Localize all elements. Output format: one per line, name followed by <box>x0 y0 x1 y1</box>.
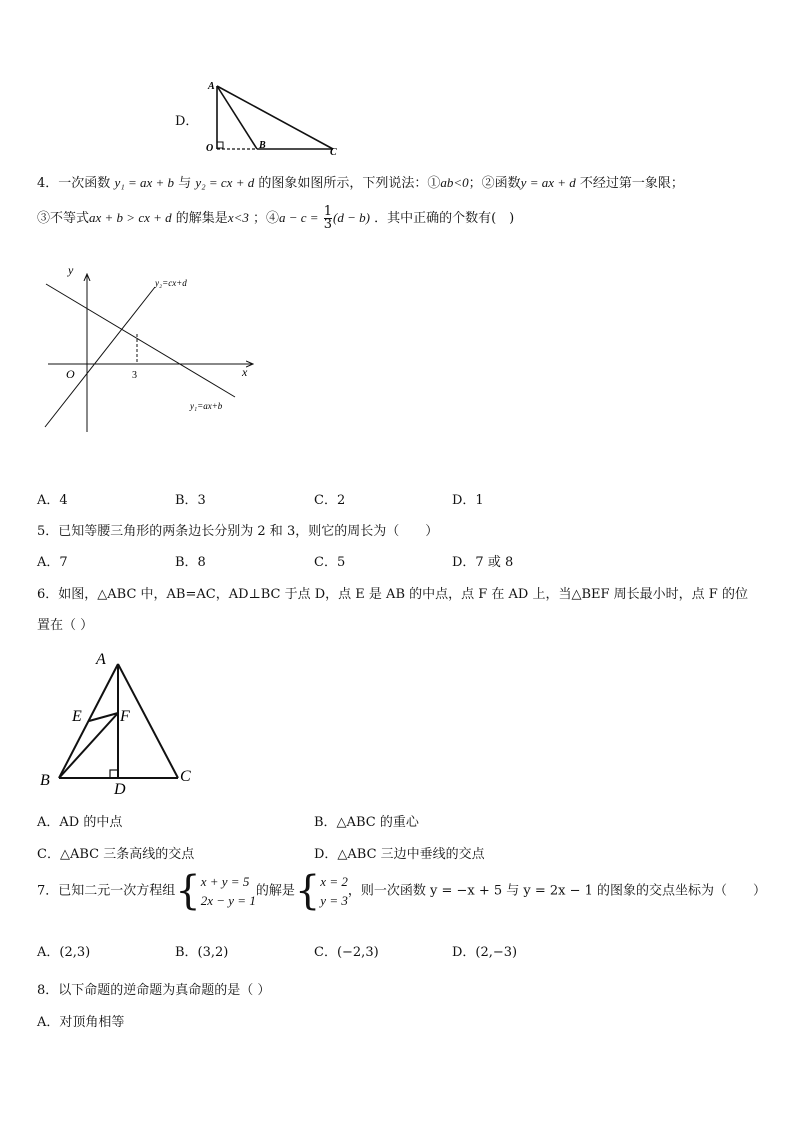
q4-statement3: ax + b > cx + d <box>89 210 172 225</box>
q7-lead: 7．已知二元一次方程组 <box>37 883 176 899</box>
q4-x-axis-label: x <box>242 365 248 379</box>
q4-text1: 一次函数 <box>58 176 111 191</box>
q3-label-o: O <box>206 143 214 154</box>
q6-option-a[interactable]: A．AD 的中点 <box>37 815 123 830</box>
q5-option-d[interactable]: D．7 或 8 <box>452 555 514 570</box>
q4-statement1: ab<0 <box>440 175 469 190</box>
q3-triangle-figure <box>200 78 350 158</box>
q4-line2 <box>37 206 514 231</box>
q4-y1-expr: y₁ = ax + b <box>114 175 175 190</box>
q4-line2-c: ；④ <box>253 211 280 226</box>
q4-y-axis-label: y <box>68 263 74 277</box>
q6-option-d[interactable]: D．△ABC 三边中垂线的交点 <box>314 847 485 862</box>
q7-option-d[interactable]: D．(2,−3) <box>452 945 518 960</box>
q6-label-d: D <box>114 781 126 796</box>
q7-mid: 的解是 <box>255 883 295 899</box>
q4-text4: 不经过第一象限； <box>579 176 684 191</box>
q4-line2-b: 的解集是 <box>175 211 228 226</box>
q4-statement3b: x<3 <box>227 210 249 225</box>
q5-option-b[interactable]: B．8 <box>175 555 206 570</box>
q3-label-b: B <box>259 140 266 151</box>
q4-line-y1-label: y₁=ax+b <box>190 401 223 411</box>
q4-option-d[interactable]: D．1 <box>452 493 484 508</box>
q4-option-a[interactable]: A．4 <box>37 493 68 508</box>
q5-option-c[interactable]: C．5 <box>314 555 346 570</box>
q6-label-e: E <box>72 708 82 725</box>
q7-tail: ，则一次函数 y = −x + 5 与 y = 2x − 1 的图象的交点坐标为（ ） <box>347 883 767 899</box>
q4-statement4b: (d − b) <box>333 210 370 225</box>
q7-brace-solution: { <box>294 868 321 914</box>
q4-option-c[interactable]: C．2 <box>314 493 346 508</box>
q6-label-b: B <box>40 772 50 789</box>
q4-number: 4． <box>37 176 59 191</box>
q4-frac-num: 1 <box>323 204 333 219</box>
q7-eq1: x + y = 5 <box>200 874 250 889</box>
q4-statement4a: a − c = <box>279 210 319 225</box>
q7-option-c[interactable]: C．(−2,3) <box>314 945 379 960</box>
q7-option-a[interactable]: A．(2,3) <box>37 945 91 960</box>
q4-frac-den: 3 <box>323 217 333 232</box>
q4-tick-3: 3 <box>132 370 137 381</box>
q4-graph <box>40 262 265 437</box>
q3-label-c: C <box>330 147 337 158</box>
q5-question: 5．已知等腰三角形的两条边长分别为 2 和 3，则它的周长为（ ） <box>37 524 439 539</box>
q7-brace-system: { <box>175 868 201 914</box>
q6-label-f: F <box>120 708 130 725</box>
q3-label-a: A <box>208 81 215 92</box>
q6-triangle-figure <box>35 648 200 796</box>
q6-label-c: C <box>180 768 191 785</box>
q4-fraction <box>324 206 332 231</box>
q4-statement2: y = ax + d <box>520 175 576 190</box>
q6-label-a: A <box>96 651 106 668</box>
q4-line-y2-label: y₂=cx+d <box>155 278 187 288</box>
q7-solution <box>320 872 348 910</box>
q4-and: 与 <box>178 176 192 191</box>
q8-question: 8．以下命题的逆命题为真命题的是（ ） <box>37 983 271 998</box>
q4-line2-d: ．其中正确的个数有( ) <box>374 211 515 226</box>
q4-origin-label: O <box>66 367 75 381</box>
q4-option-b[interactable]: B．3 <box>175 493 206 508</box>
q4-text2: 的图象如图所示，下列说法：① <box>258 176 441 191</box>
q7-option-b[interactable]: B．(3,2) <box>175 945 229 960</box>
q6-option-b[interactable]: B．△ABC 的重心 <box>314 815 419 830</box>
q7-system <box>201 872 256 910</box>
q4-line2-a: ③不等式 <box>37 211 90 226</box>
q4-line1 <box>37 172 684 191</box>
q7-sol2: y = 3 <box>320 893 348 908</box>
q4-text3: ；②函数 <box>468 176 521 191</box>
q4-y2-expr: y₂ = cx + d <box>195 175 255 190</box>
q3-option-d-label: D． <box>175 114 199 129</box>
q7-question <box>37 868 767 914</box>
q8-option-a[interactable]: A．对顶角相等 <box>37 1015 125 1030</box>
q6-question-line2: 置在（ ） <box>37 618 94 633</box>
q7-eq2: 2x − y = 1 <box>200 893 256 908</box>
q5-option-a[interactable]: A．7 <box>37 555 68 570</box>
q7-sol1: x = 2 <box>320 874 348 889</box>
q6-question-line1: 6．如图，△ABC 中，AB=AC，AD⊥BC 于点 D，点 E 是 AB 的中点，点 F 在 AD 上，当△BEF 周长最小时，点 F 的位 <box>37 587 748 602</box>
q6-option-c[interactable]: C．△ABC 三条高线的交点 <box>37 847 195 862</box>
